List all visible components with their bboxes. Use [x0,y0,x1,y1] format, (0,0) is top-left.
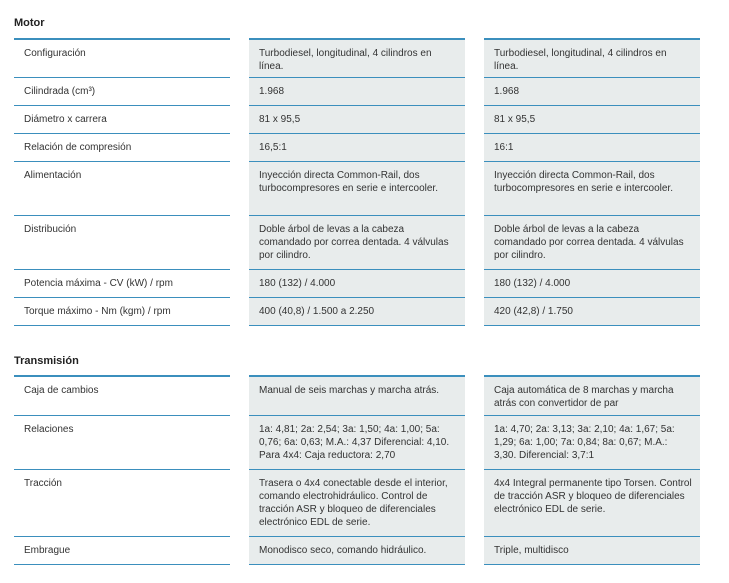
section-title-transmision: Transmisión [14,355,79,367]
spec-label: Relación de compresión [14,134,230,162]
spec-value-model-2: 1.968 [484,78,700,106]
spec-value-model-1: Doble árbol de levas a la cabeza comandado por correa dentada. 4 válvulas por cilindro. [249,216,465,270]
spec-value-model-2: Triple, multidisco [484,537,700,565]
spec-label: Embrague [14,537,230,565]
motor-spec-table [14,38,700,326]
spec-value-model-1: Monodisco seco, comando hidráulico. [249,537,465,565]
spec-value-model-1: 1a: 4,81; 2a: 2,54; 3a: 1,50; 4a: 1,00; 5a: 0,76; 6a: 0,63; M.A.: 4,37 Diferencial: 4,10. Para 4x4: Caja reductora: 2,70 [249,416,465,470]
spec-row-torque-maximo [14,298,700,326]
spec-row-caja-de-cambios [14,375,700,416]
spec-value-model-2: 4x4 Integral permanente tipo Torsen. Control de tracción ASR y bloqueo de diferenciales electrónico EDL de serie. [484,470,700,537]
spec-value-model-2: Inyección directa Common-Rail, dos turbocompresores en serie e intercooler. [484,162,700,216]
spec-value-model-1: 81 x 95,5 [249,106,465,134]
spec-label: Configuración [14,38,230,78]
spec-label: Relaciones [14,416,230,470]
spec-label: Diámetro x carrera [14,106,230,134]
spec-value-model-2: Doble árbol de levas a la cabeza comandado por correa dentada. 4 válvulas por cilindro. [484,216,700,270]
spec-label: Distribución [14,216,230,270]
spec-value-model-2: 180 (132) / 4.000 [484,270,700,298]
spec-value-model-1: Turbodiesel, longitudinal, 4 cilindros en línea. [249,38,465,78]
spec-row-embrague [14,537,700,565]
spec-value-model-2: Caja automática de 8 marchas y marcha atrás con convertidor de par [484,375,700,416]
spec-value-model-1: Inyección directa Common-Rail, dos turbocompresores en serie e intercooler. [249,162,465,216]
spec-label: Torque máximo - Nm (kgm) / rpm [14,298,230,326]
spec-value-model-2: 1a: 4,70; 2a: 3,13; 3a: 2,10; 4a: 1,67; 5a: 1,29; 6a: 1,00; 7a: 0,84; 8a: 0,67; M.A.: 3,30. Diferencial: 3,7:1 [484,416,700,470]
spec-row-distribucion [14,216,700,270]
spec-row-cilindrada [14,78,700,106]
spec-value-model-2: 420 (42,8) / 1.750 [484,298,700,326]
spec-label: Cilindrada (cm³) [14,78,230,106]
spec-value-model-1: 400 (40,8) / 1.500 a 2.250 [249,298,465,326]
spec-value-model-1: Manual de seis marchas y marcha atrás. [249,375,465,416]
spec-row-traccion [14,470,700,537]
spec-row-potencia-maxima [14,270,700,298]
spec-row-relacion-compresion [14,134,700,162]
spec-value-model-1: 180 (132) / 4.000 [249,270,465,298]
spec-label: Caja de cambios [14,375,230,416]
spec-value-model-1: 1.968 [249,78,465,106]
spec-value-model-1: Trasera o 4x4 conectable desde el interior, comando electrohidráulico. Control de tracción ASR y bloqueo de diferenciales electrónico EDL de serie. [249,470,465,537]
spec-row-configuracion [14,38,700,78]
section-title-motor: Motor [14,17,45,29]
spec-value-model-2: 81 x 95,5 [484,106,700,134]
spec-label: Alimentación [14,162,230,216]
transmision-spec-table [14,375,700,565]
spec-label: Potencia máxima - CV (kW) / rpm [14,270,230,298]
spec-row-alimentacion [14,162,700,216]
spec-row-relaciones [14,416,700,470]
spec-label: Tracción [14,470,230,537]
spec-value-model-1: 16,5:1 [249,134,465,162]
spec-value-model-2: Turbodiesel, longitudinal, 4 cilindros en línea. [484,38,700,78]
spec-value-model-2: 16:1 [484,134,700,162]
spec-row-diametro-carrera [14,106,700,134]
